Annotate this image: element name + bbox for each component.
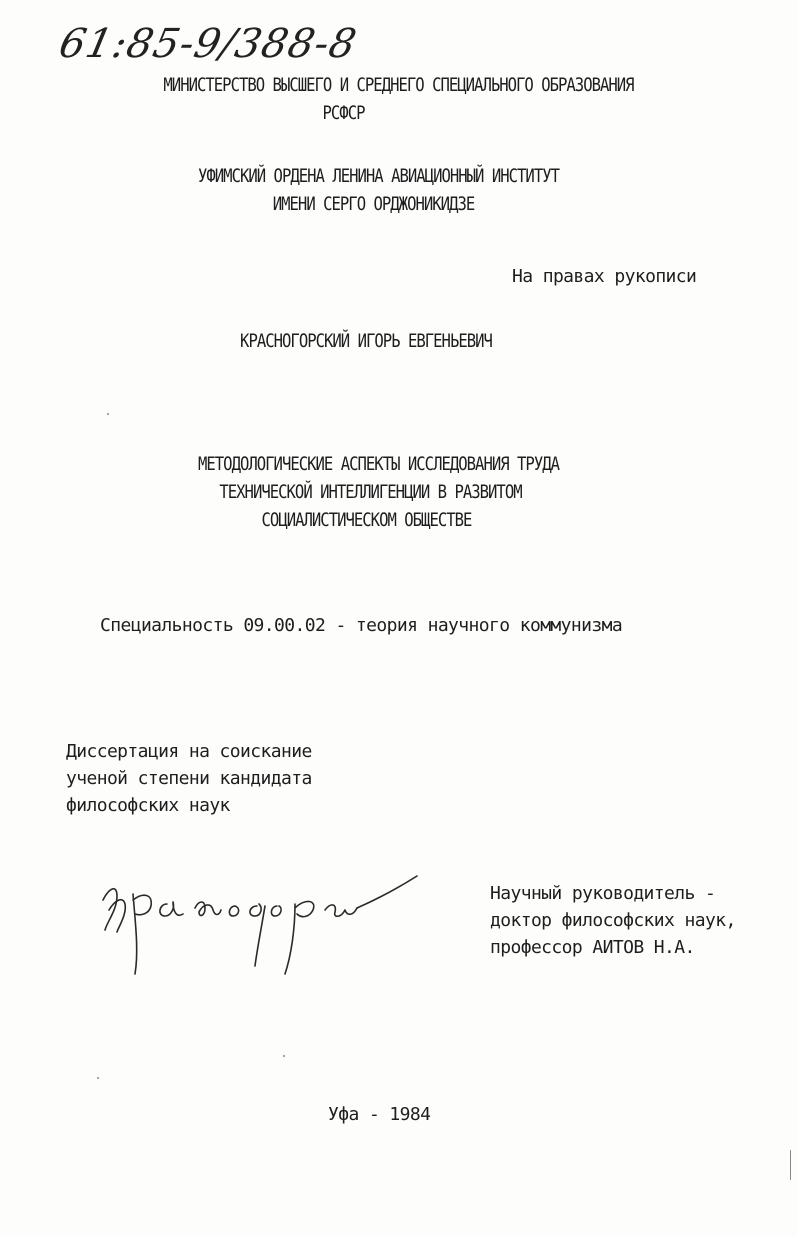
specialty-line: Специальность 09.00.02 - теория научного коммунизма	[100, 615, 623, 636]
title-line-1: МЕТОДОЛОГИЧЕСКИЕ АСПЕКТЫ ИССЛЕДОВАНИЯ ТРУДА	[197, 453, 560, 475]
title-line-3: СОЦИАЛИСТИЧЕСКОМ ОБЩЕСТВЕ	[261, 509, 472, 531]
speck	[107, 413, 109, 415]
author-signature	[95, 870, 425, 980]
supervisor-line-3: профессор АИТОВ Н.А.	[490, 937, 695, 958]
ministry-line-2: РСФСР	[322, 102, 365, 124]
author-name: КРАСНОГОРСКИЙ ИГОРЬ ЕВГЕНЬЕВИЧ	[240, 330, 492, 352]
institute-line-1: УФИМСКИЙ ОРДЕНА ЛЕНИНА АВИАЦИОННЫЙ ИНСТИТУТ	[197, 165, 560, 187]
supervisor-line-2: доктор философских наук,	[490, 910, 736, 931]
archive-code-handwritten: 61:85-9/388-8	[55, 21, 361, 67]
manuscript-rights-label: На правах рукописи	[512, 266, 697, 287]
dissertation-line-3: философских наук	[66, 795, 230, 816]
supervisor-line-1: Научный руководитель -	[490, 883, 716, 904]
edge-mark	[790, 1150, 791, 1180]
place-and-year: Уфа - 1984	[328, 1104, 431, 1125]
title-line-2: ТЕХНИЧЕСКОЙ ИНТЕЛЛИГЕНЦИИ В РАЗВИТОМ	[219, 481, 522, 503]
institute-line-2: ИМЕНИ СЕРГО ОРДЖОНИКИДЗЕ	[272, 193, 475, 215]
dissertation-line-2: ученой степени кандидата	[66, 768, 312, 789]
ministry-line-1: МИНИСТЕРСТВО ВЫСШЕГО И СРЕДНЕГО СПЕЦИАЛЬНОГО ОБРАЗОВАНИЯ	[163, 74, 634, 96]
speck	[97, 1077, 99, 1079]
speck	[283, 1055, 285, 1057]
dissertation-line-1: Диссертация на соискание	[66, 741, 312, 762]
